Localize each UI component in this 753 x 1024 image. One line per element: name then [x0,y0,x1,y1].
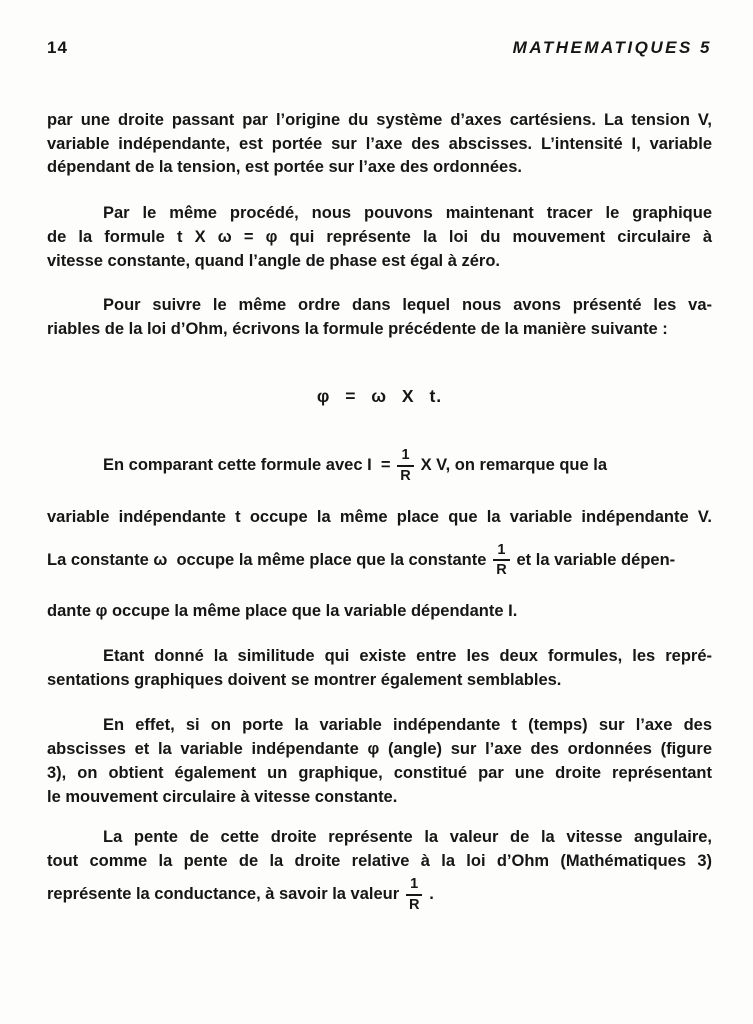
text-line: le mouvement circulaire à vitesse constante. [47,787,398,806]
text-segment: . [429,885,434,904]
text-line: Par le même procédé, nous pouvons maintenant tracer le graphique [103,204,712,223]
text-line: riables de la loi d’Ohm, écrivons la formule précédente de la manière suivante : [47,319,668,338]
text-segment: X V, on remarque que la [420,456,608,475]
text-line: dépendant de la tension, est portée sur l’axe des ordonnées. [47,158,522,177]
text-line: variable indépendante, est portée sur l’axe des abscisses. L’intensité I, variable [47,134,712,153]
fraction-numerator: 1 [397,447,413,466]
text-line: tout comme la pente de la droite relative à la loi d’Ohm (Mathématiques 3) [47,851,712,870]
text-segment: et la variable dépen- [516,550,676,569]
paragraph-etant-donne [47,645,712,692]
formula-text-line [47,537,712,583]
text-line: Pour suivre le même ordre dans lequel nous avons présenté les va- [103,296,712,315]
paragraph-la-constante [47,537,712,624]
formula-text-line [47,443,712,489]
paragraph-en-comparant [47,443,712,530]
fraction-1-over-R [493,542,509,578]
text-line: variable indépendante t occupe la même place que la variable indépendante V. [47,507,712,526]
header-title: MATHEMATIQUES 5 [512,38,712,57]
paragraph-la-pente [47,826,712,915]
text-line: En effet, si on porte la variable indépendante t (temps) sur l’axe des [103,716,712,735]
text-line: par une droite passant par l’origine du système d’axes cartésiens. La tension V, [47,111,712,129]
fraction-numerator: 1 [406,876,422,895]
text-line: dante φ occupe la même place que la variable dépendante I. [47,602,518,621]
text-line: Etant donné la similitude qui existe entre les deux formules, les repré- [103,647,712,666]
text-segment: La constante ω occupe la même place que la constante [47,550,487,569]
fraction-denominator: R [496,562,507,579]
fraction-denominator: R [408,896,420,913]
paragraph-pour-suivre [47,294,712,341]
text-line: sentations graphiques doivent se montrer également semblables. [47,670,562,689]
text-segment: En comparant cette formule avec I = [103,456,391,475]
fraction-1-over-R [397,447,413,483]
paragraph-meme-procede [47,202,712,273]
text-segment: représente la conductance, à savoir la valeur [47,885,400,904]
formula-text-line [47,874,712,916]
fraction-numerator: 1 [493,542,509,561]
text-line: vitesse constante, quand l’angle de phase est égal à zéro. [47,251,500,270]
centered-formula-phi-omega-t: φ = ω X t. [316,385,443,406]
text-line: abscisses et la variable indépendante φ (angle) sur l’axe des ordonnées (figure [47,740,712,759]
fraction-denominator: R [400,467,411,484]
page-number: 14 [47,38,68,57]
text-line: La pente de cette droite représente la valeur de la vitesse angulaire, [103,828,712,847]
fraction-1-over-R [406,876,422,912]
running-header [47,38,712,58]
paragraph-en-effet [47,714,712,809]
paragraph-intro-ohm-law [47,109,712,180]
text-line: de la formule t X ω = φ qui représente la loi du mouvement circulaire à [47,227,712,246]
text-line: 3), on obtient également un graphique, constitué par une droite représentant [47,763,712,782]
